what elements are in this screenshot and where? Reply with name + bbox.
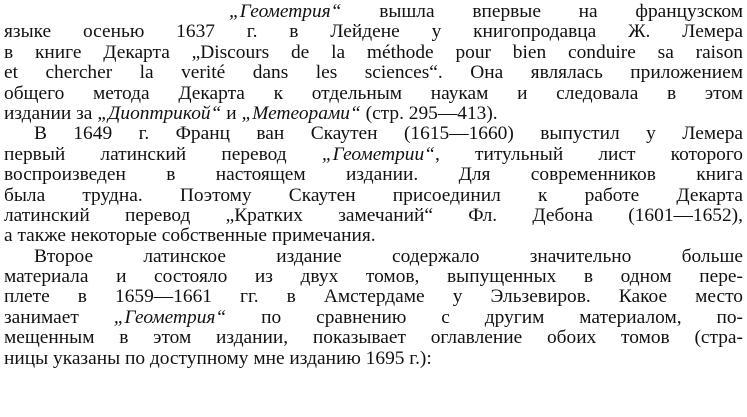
text-line: латинский перевод „Кратких замечаний“ Фл. Дебона (1601—1652),	[4, 204, 743, 226]
text-span: занимает	[4, 306, 114, 328]
text-line	[4, 308, 743, 328]
paragraph-1	[4, 2, 743, 124]
text-line: В 1649 г. Франц ван Скаутен (1615—1660) выпустил у Лемера	[34, 123, 743, 145]
text-span: (стр. 295—413).	[360, 102, 498, 124]
italic-title: „Метеорами“	[241, 102, 361, 124]
text-span: по сравнению с другим материалом, по-	[226, 306, 743, 328]
text-line: общего метода Декарта к отдельным наукам и следовала в этом	[4, 82, 743, 104]
text-line: воспроизведен в настоящем издании. Для современников книга	[4, 164, 743, 186]
text-line: материала и состояло из двух томов, выпущенных в одном пере-	[4, 266, 743, 288]
paragraph-3	[4, 247, 743, 369]
text-line: ницы указаны по доступному мне изданию 1695 г.):	[4, 347, 432, 369]
italic-title: „Геометрия“	[229, 1, 342, 22]
text-line	[4, 145, 743, 165]
text-line: а также некоторые собственные примечания.	[4, 225, 376, 247]
text-span: , титульный лист которого	[434, 143, 743, 165]
document-page	[4, 2, 743, 369]
text-span: первый латинский перевод	[4, 143, 322, 165]
text-span: и	[221, 102, 242, 124]
text-line	[4, 104, 743, 124]
text-line	[4, 2, 743, 22]
text-line: была трудна. Поэтому Скаутен присоединил к работе Декарта	[4, 184, 743, 206]
text-line: в книге Декарта „Discours de la méthode pour bien conduire sa raison	[4, 41, 743, 63]
text-line: Второе латинское издание содержало значительно больше	[34, 245, 743, 267]
italic-title: „Геометрия“	[113, 306, 227, 328]
italic-title: „Диоптрикой“	[97, 102, 222, 124]
text-span: издании за	[4, 102, 98, 124]
text-line: мещенным в этом издании, показывает оглавление обоих томов (стра-	[4, 327, 743, 349]
text-line: языке осенью 1637 г. в Лейдене у книгопродавца Ж. Лемера	[4, 21, 743, 43]
italic-title: „Геометрии“	[321, 143, 435, 165]
text-line: плете в 1659—1661 гг. в Амстердаме у Эльзевиров. Какое место	[4, 286, 743, 308]
text-span: вышла впервые на французском	[341, 1, 743, 22]
paragraph-2	[4, 124, 743, 246]
text-line: et chercher la verité dans les sciences“. Она являлась приложением	[4, 62, 743, 84]
